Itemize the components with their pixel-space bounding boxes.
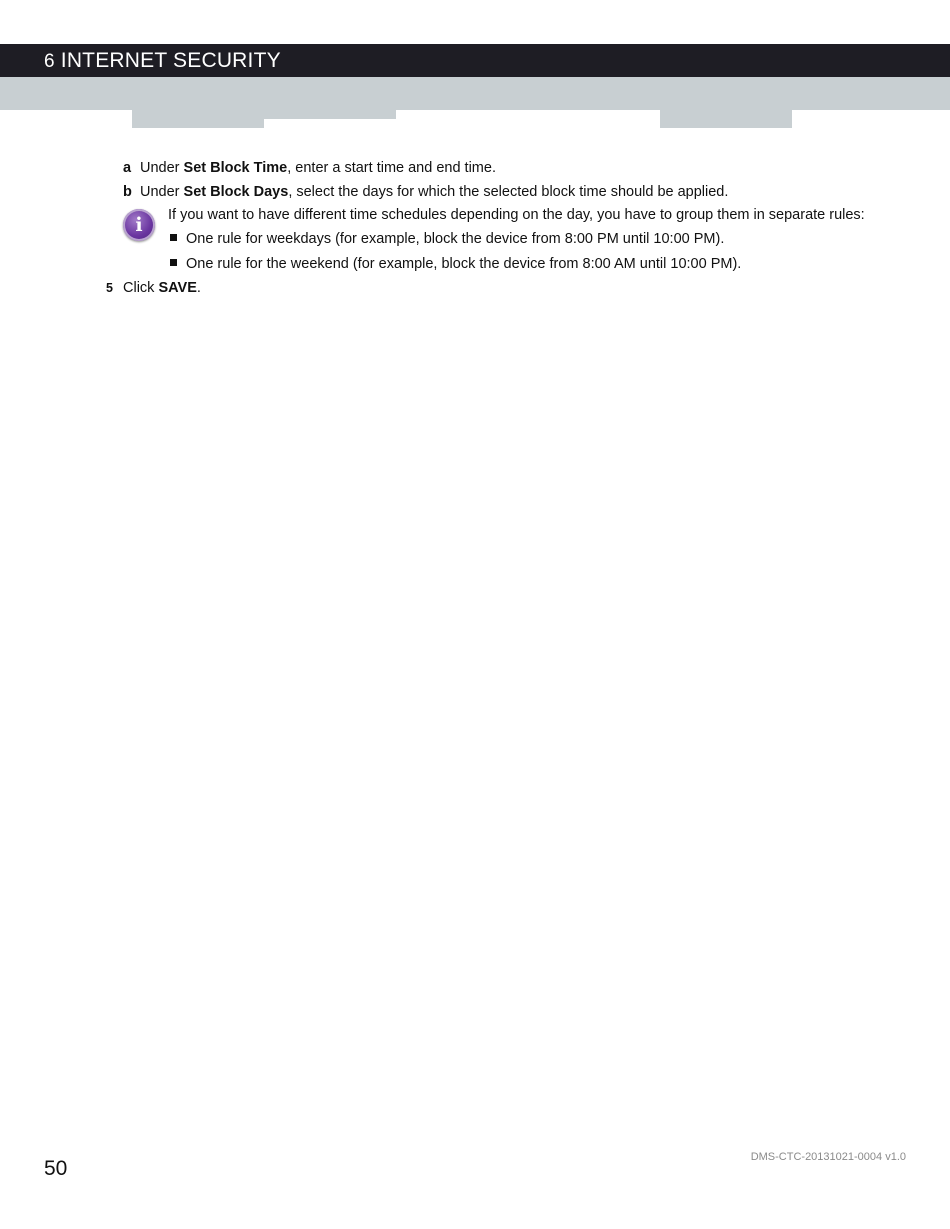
chapter-number: 6 — [44, 51, 55, 72]
substep-prefix: Under — [140, 160, 184, 176]
substep-label: b — [123, 184, 132, 200]
list-item-text: One rule for the weekend (for example, block the device from 8:00 AM until 10:00 PM). — [186, 256, 742, 272]
document-id: DMS-CTC-20131021-0004 v1.0 — [750, 1151, 906, 1163]
tab-band — [0, 77, 950, 110]
substep-a — [123, 158, 496, 178]
step-5 — [106, 278, 201, 298]
step-suffix: . — [196, 280, 201, 296]
page-number: 50 — [44, 1157, 68, 1180]
list-item — [170, 254, 741, 274]
info-icon: i — [123, 209, 155, 241]
substep-suffix: , enter a start time and end time. — [287, 160, 496, 176]
section-tab — [264, 110, 396, 119]
list-item — [170, 229, 724, 249]
step-prefix: Click — [123, 280, 159, 296]
chapter-title: INTERNET SECURITY — [60, 49, 281, 72]
section-tab — [132, 110, 264, 128]
chapter-header — [0, 44, 950, 77]
substep-bold: Set Block Time — [183, 160, 288, 176]
step-bold: SAVE — [158, 280, 197, 296]
substep-b — [123, 182, 728, 202]
substep-prefix: Under — [140, 184, 184, 200]
substep-suffix: , select the days for which the selected block time should be applied. — [288, 184, 729, 200]
list-item-text: One rule for weekdays (for example, block the device from 8:00 PM until 10:00 PM). — [186, 231, 725, 247]
note-text: If you want to have different time schedules depending on the day, you have to group them in separate rules: — [168, 207, 865, 223]
step-label: 5 — [106, 281, 113, 295]
substep-label: a — [123, 160, 132, 176]
bullet-square-icon — [170, 259, 177, 266]
bullet-square-icon — [170, 234, 177, 241]
section-tab — [660, 110, 792, 128]
substep-bold: Set Block Days — [183, 184, 289, 200]
